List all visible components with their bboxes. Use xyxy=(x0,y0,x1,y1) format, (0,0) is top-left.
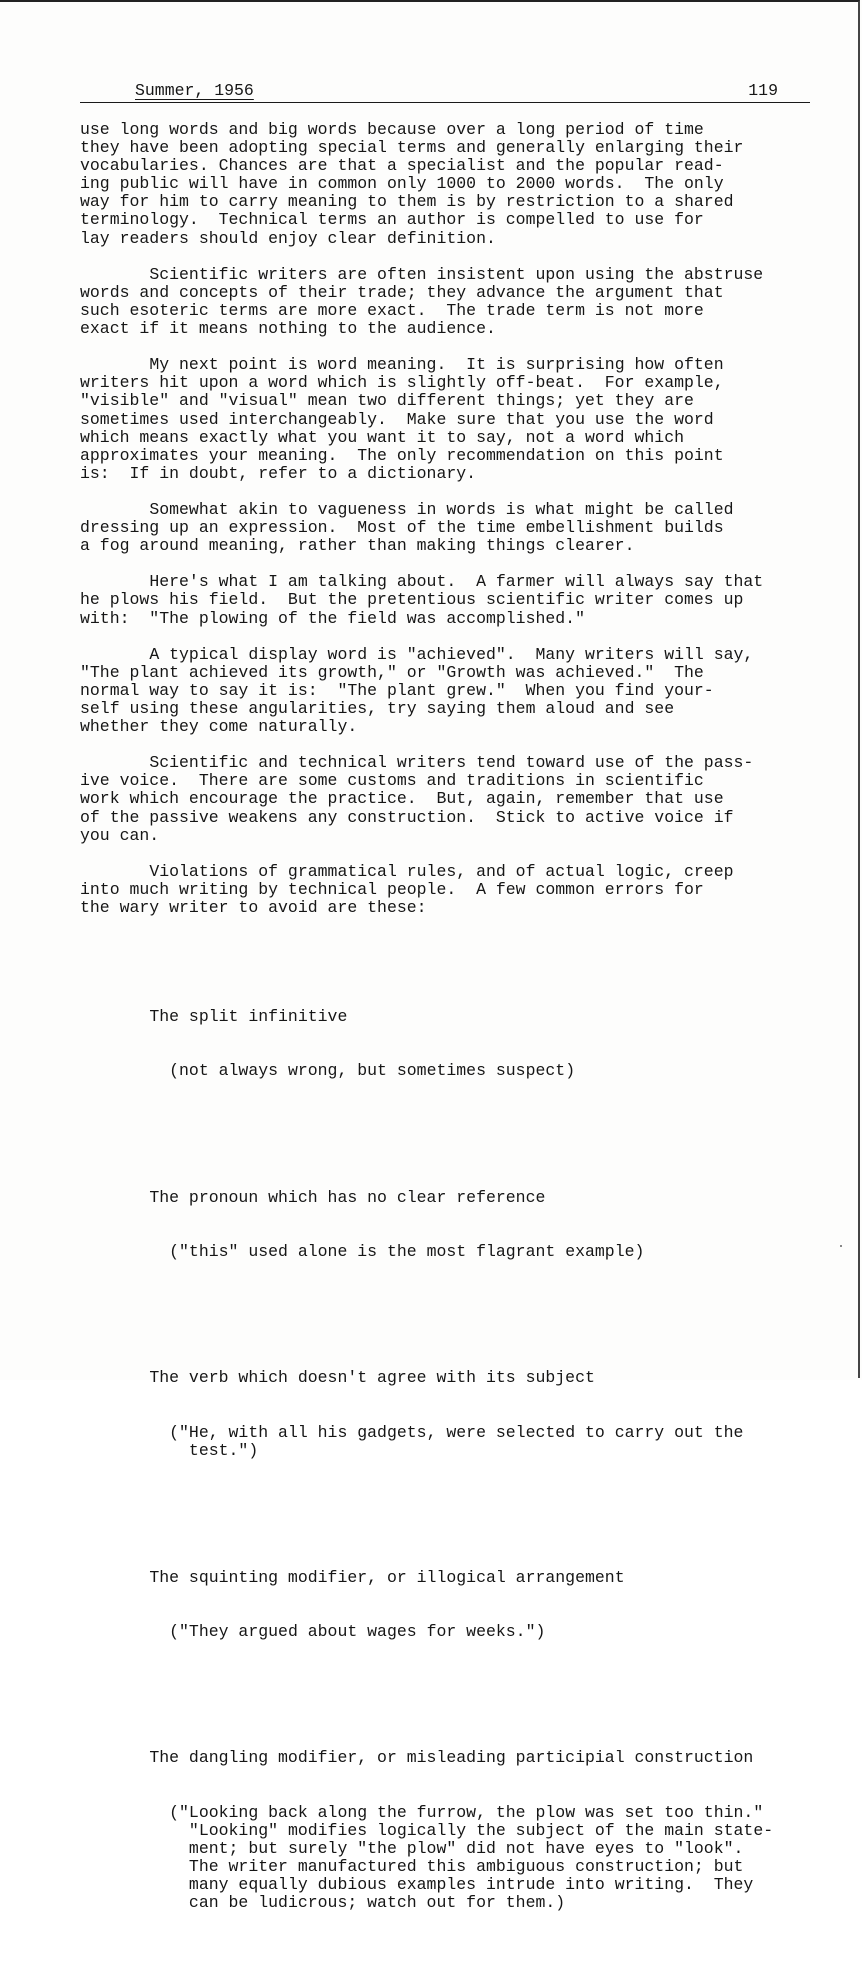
body-text xyxy=(80,121,815,1985)
list-item xyxy=(80,1333,815,1496)
list-item xyxy=(80,1152,815,1297)
error-term: The verb which doesn't agree with its subject xyxy=(80,1368,595,1388)
list-item xyxy=(80,1532,815,1677)
running-title: Summer, 1956 xyxy=(135,81,254,100)
error-term: The pronoun which has no clear reference xyxy=(80,1187,546,1207)
paragraph: Scientific writers are often insistent upon using the abstruse words and concepts of their trade; they advance the argument that such esoteric terms are more exact. The trade term is not more exact if it means nothing to the audience. xyxy=(80,264,764,339)
common-errors-list xyxy=(80,935,815,1984)
error-term: The dangling modifier, or misleading participial construction xyxy=(80,1748,754,1768)
paragraph: My next point is word meaning. It is surprising how often writers hit upon a word which is slightly off-beat. For example, "visible" and "visual" mean two different things; yet they are sometimes used interchangeably. Make sure that you use the word which means exactly what you want it to say, not a word which approximates your meaning. The only recommendation on this point is: If in doubt, refer to a dictionary. xyxy=(80,355,724,483)
list-item xyxy=(80,1713,815,1948)
scan-speck xyxy=(840,1245,842,1247)
error-example: (not always wrong, but sometimes suspect) xyxy=(80,1060,576,1080)
paragraph: Somewhat akin to vagueness in words is what might be called dressing up an expression. Most of the time embellishment builds a fog around meaning, rather than making things clearer. xyxy=(80,499,734,556)
error-example: ("He, with all his gadgets, were selected to carry out the test.") xyxy=(169,1422,744,1460)
page-number: 119 xyxy=(748,81,778,100)
error-example: ("Looking back along the furrow, the plow was set too thin." "Looking" modifies logically the subject of the main state- ment; but surely "the plow" did not have eyes to "look". The writer manufactured this ambiguous construction; but many equally dubious examples intrude into writing. They can be ludicrous; watch out for them.) xyxy=(169,1802,774,1913)
paragraph: Violations of grammatical rules, and of actual logic, creep into much writing by technical people. A few common errors for the wary writer to avoid are these: xyxy=(80,861,734,918)
paragraph: Scientific and technical writers tend toward use of the pass- ive voice. There are some customs and traditions in scientific work which encourage the practice. But, again, remember that use of the passive weakens any construction. Stick to active voice if you can. xyxy=(80,753,754,845)
error-example: ("this" used alone is the most flagrant example) xyxy=(80,1241,645,1261)
list-item xyxy=(80,971,815,1116)
error-term: The squinting modifier, or illogical arrangement xyxy=(80,1567,625,1587)
paragraph: Here's what I am talking about. A farmer will always say that he plows his field. But the pretentious scientific writer comes up with: "The plowing of the field was accomplished." xyxy=(80,572,764,628)
error-example: ("They argued about wages for weeks.") xyxy=(80,1621,546,1641)
error-term: The split infinitive xyxy=(80,1006,348,1026)
paragraph: use long words and big words because over a long period of time they have been adopting special terms and generally enlarging their vocabularies. Chances are that a specialist and the popular read- ing public will have in common only 1000 to 2000 words. The only way for him to carry meaning to them is by restriction to a shared terminology. Technical terms an author is compelled to use for lay readers should enjoy clear definition. xyxy=(80,120,744,248)
paragraph: A typical display word is "achieved". Many writers will say, "The plant achieved its growth," or "Growth was achieved." The normal way to say it is: "The plant grew." When you find your- self using these angularities, try saying them aloud and see whether they come naturally. xyxy=(80,644,754,737)
running-header xyxy=(80,82,810,103)
